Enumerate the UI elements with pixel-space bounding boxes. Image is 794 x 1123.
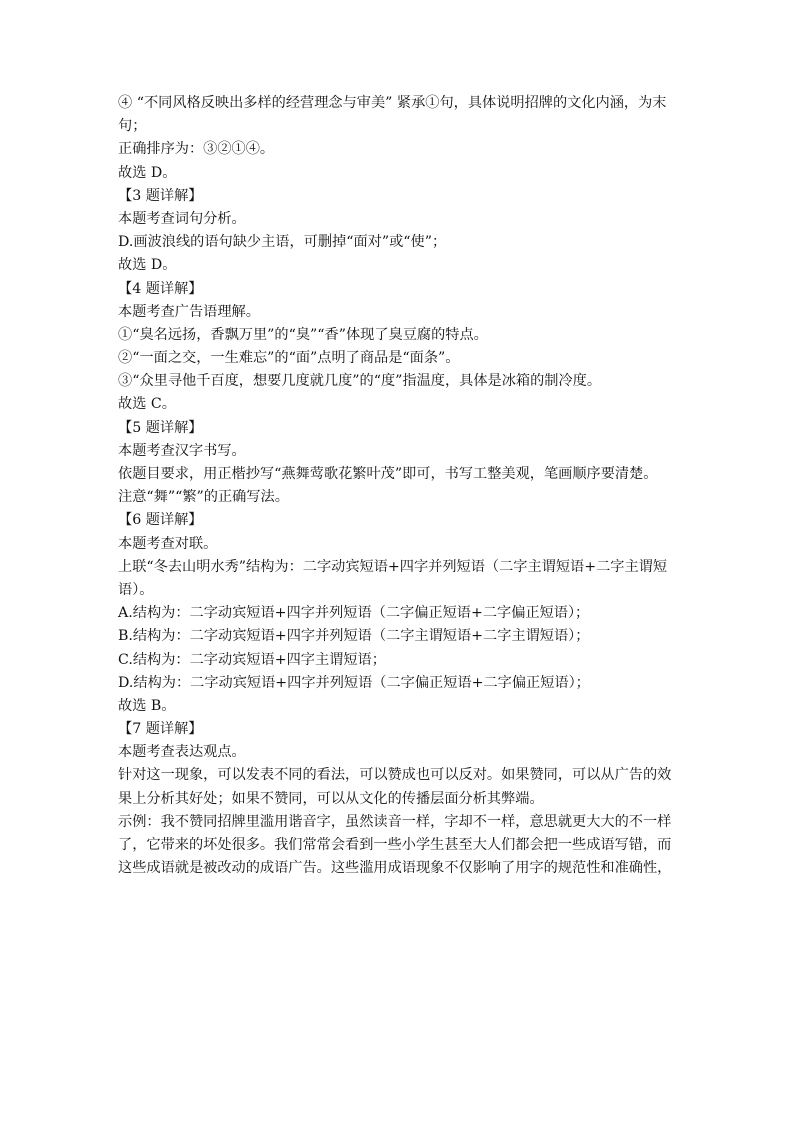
text-line: 示例：我不赞同招牌里滥用谐音字，虽然读音一样，字却不一样，意思就更大大的不一样 [118,813,672,830]
text-line: 依题目要求，用正楷抄写“燕舞莺歌花繁叶茂”即可，书写工整美观，笔画顺序要清楚。 [118,466,658,482]
text-line: 了，它带来的坏处很多。我们常常会看到一些小学生甚至大人们都会把一些成语写错，而 [118,837,672,853]
text-line: 本题考查广告语理解。 [118,303,260,320]
section-heading: 【6 题详解】 [118,512,203,529]
text-line: D.结构为：二字动宾短语+四字并列短语（二字偏正短语+二字偏正短语）； [118,674,590,691]
text-line: ①“臭名远扬，香飘万里”的“臭”“香”体现了臭豆腐的特点。 [118,326,488,343]
text-line: 本题考查词句分析。 [118,210,246,227]
text-line: 本题考查表达观点。 [118,744,246,761]
text-line: 故选 D。 [118,257,177,274]
text-line: 果上分析其好处；如果不赞同，可以从文化的传播层面分析其弊端。 [118,790,544,807]
text-line: D.画波浪线的语句缺少主语，可删掉“面对”或“使”； [118,234,447,251]
section-heading: 【5 题详解】 [118,419,203,436]
text-line: ③“众里寻他千百度，想要几度就几度”的“度”指温度，具体是冰箱的制冷度。 [118,373,602,390]
section-heading: 【7 题详解】 [118,721,203,738]
text-line: 本题考查对联。 [118,535,218,552]
text-line: 故选 C。 [118,396,176,413]
document-body [118,92,680,880]
text-line: C.结构为：二字动宾短语+四字主谓短语； [118,651,386,668]
text-line: A.结构为：二字动宾短语+四字并列短语（二字偏正短语+二字偏正短语）； [118,605,590,622]
text-line: ④ “不同风格反映出多样的经营理念与审美” 紧承①句，具体说明招牌的文化内涵，为末 [118,95,667,111]
text-line: 这些成语就是被改动的成语广告。这些滥用成语现象不仅影响了用字的规范性和准确性， [118,860,672,877]
text-line: 注意“舞”“繁”的正确写法。 [118,489,289,506]
text-line: 正确排序为：③②①④。 [118,141,275,158]
text-line: 针对这一现象，可以发表不同的看法，可以赞成也可以反对。如果赞同，可以从广告的效 [118,767,672,784]
text-line: 句； [118,118,147,135]
text-line: B.结构为：二字动宾短语+四字并列短语（二字主谓短语+二字主谓短语）； [118,628,590,645]
text-line: 本题考查汉字书写。 [118,442,246,459]
section-heading: 【4 题详解】 [118,280,203,297]
section-heading: 【3 题详解】 [118,187,203,204]
text-line: 上联“冬去山明水秀”结构为：二字动宾短语+四字并列短语（二字主谓短语+二字主谓短 [118,558,668,575]
text-line: 语）。 [118,581,154,598]
text-line: 故选 D。 [118,164,177,181]
text-line: 故选 B。 [118,697,176,714]
text-line: ②“一面之交，一生难忘”的“面”点明了商品是“面条”。 [118,350,460,367]
